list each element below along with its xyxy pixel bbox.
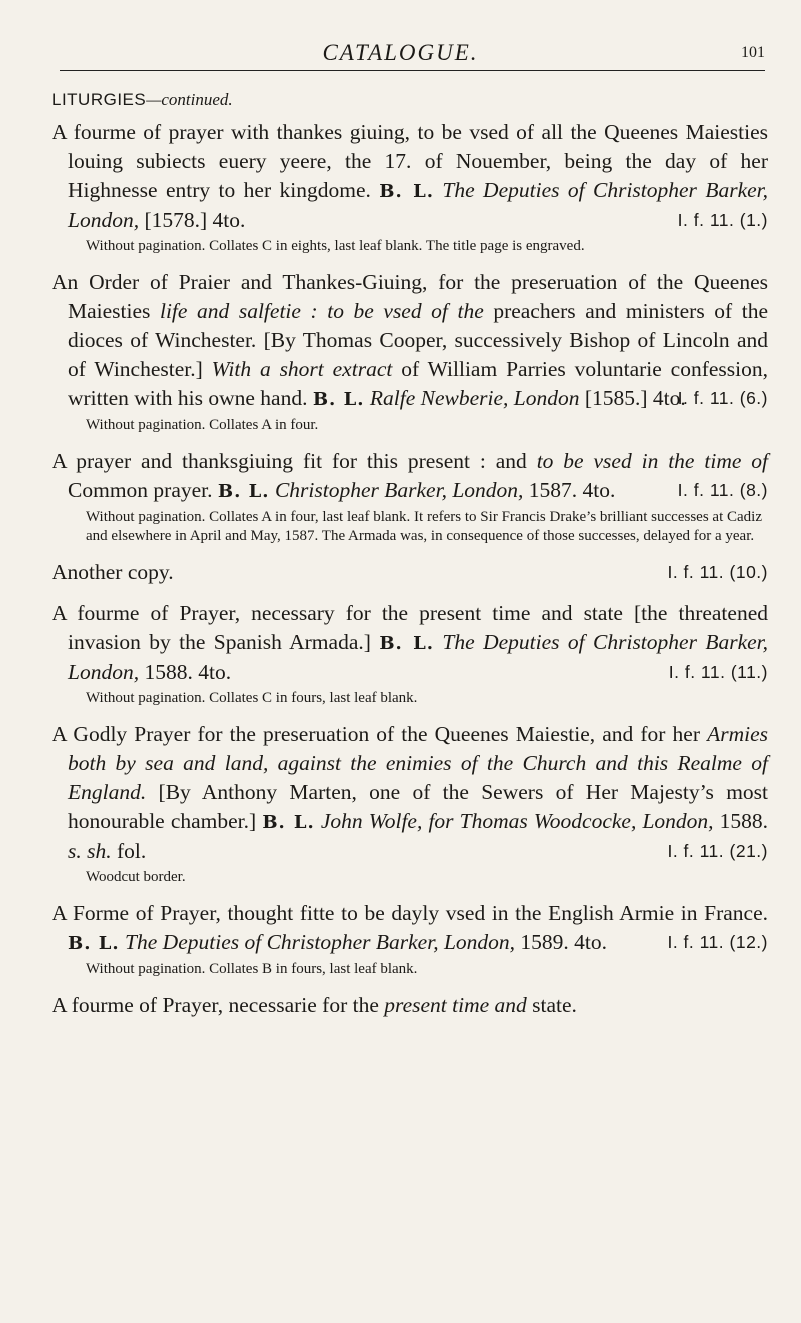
entry-title: A fourme of Prayer, necessarie for the xyxy=(52,993,379,1017)
catalogue-entry xyxy=(52,720,768,887)
entry-imprint: The Deputies of Christopher Barker, London, xyxy=(125,930,516,954)
entry-imprint-date: [1585.] 4to. xyxy=(584,386,686,410)
entry-title: A Forme of Prayer, thought fitte to be dayly vsed in the English Armie in France. xyxy=(52,901,768,925)
entry-title-italic: present time and xyxy=(384,993,527,1017)
catalogue-entry xyxy=(52,558,768,587)
catalogue-entry xyxy=(52,991,768,1020)
entry-title-cont: preachers and ministers of the dioces of Winchester. [By Thomas Cooper, successively Bishop of Lincoln and of Winchester.] xyxy=(68,299,769,381)
entry-body xyxy=(52,599,768,687)
blackletter-mark: B. L. xyxy=(312,389,365,410)
blackletter-mark: B. L. xyxy=(217,481,270,502)
running-title: CATALOGUE. xyxy=(322,40,479,65)
section-continued: —continued. xyxy=(146,90,233,109)
entry-body xyxy=(52,558,768,587)
entry-imprint: John Wolfe, for Thomas Woodcocke, London, xyxy=(320,809,714,833)
shelfmark: I. f. 11. (1.) xyxy=(677,210,768,230)
entry-title-cont: Common prayer. xyxy=(68,478,213,502)
shelfmark: I. f. 11. (6.) xyxy=(677,388,768,408)
entry-note: Without pagination. Collates C in eights, last leaf blank. The title page is engraved. xyxy=(86,238,585,254)
entry-title-cont: [By Anthony Marten, one of the Sewers of Her Majesty’s most honourable chamber.] xyxy=(68,780,769,833)
entry-title: A prayer and thanksgiuing fit for this present : and xyxy=(52,449,527,473)
header-rule xyxy=(60,70,765,71)
entry-title-italic: to be vsed in the time of xyxy=(536,449,769,473)
entry-title: A fourme of Prayer, necessary for the present time and state [the threatened invasion by the Spanish Armada.] xyxy=(52,601,768,654)
entry-imprint-date: 1588. 4to. xyxy=(144,660,232,684)
entry-title-italic: Armies both by sea and land, against the enimies of the Church and this Realme of England. xyxy=(68,722,769,804)
entry-note: Without pagination. Collates B in fours, last leaf blank. xyxy=(86,961,418,977)
shelfmark: I. f. 11. (10.) xyxy=(667,562,768,582)
entry-title: A fourme of prayer with thankes giuing, to be vsed of all the Queenes Maiesties louing subiects euery yeere, the 17. of Nouember, being the day of her Highnesse entry to her kingdome. xyxy=(52,120,768,202)
catalogue-entry xyxy=(52,599,768,708)
entry-title-cont: state. xyxy=(532,993,577,1017)
entry-body xyxy=(52,268,768,414)
entry-format-italic: s. sh. xyxy=(68,839,112,863)
entry-imprint-date: [1578.] 4to. xyxy=(144,208,246,232)
blackletter-mark: B. L. xyxy=(68,933,120,954)
entry-note: Without pagination. Collates C in fours, last leaf blank. xyxy=(86,690,418,706)
blackletter-mark: B. L. xyxy=(262,812,315,833)
entry-imprint: Christopher Barker, London, xyxy=(274,478,524,502)
catalogue-entry xyxy=(52,268,768,435)
entry-format: fol. xyxy=(116,839,147,863)
shelfmark: I. f. 11. (8.) xyxy=(677,480,768,500)
catalogue-entry xyxy=(52,447,768,546)
entry-imprint-date: 1589. 4to. xyxy=(520,930,608,954)
entry-body xyxy=(52,720,768,866)
section-heading xyxy=(52,88,768,112)
blackletter-mark: B. L. xyxy=(379,633,435,654)
entry-title: Another copy. xyxy=(52,560,174,584)
entry-imprint: The Deputies of Christopher Barker, London, xyxy=(68,630,769,684)
catalogue-entry xyxy=(52,118,768,256)
entry-title: A Godly Prayer for the preseruation of the Queenes Maiestie, and for her xyxy=(52,722,700,746)
entry-note: Without pagination. Collates A in four. xyxy=(86,417,319,433)
entry-imprint: Ralfe Newberie, London xyxy=(369,386,580,410)
shelfmark: I. f. 11. (12.) xyxy=(667,932,768,952)
entry-body xyxy=(52,899,768,958)
catalogue-content xyxy=(52,88,768,1032)
blackletter-mark: B. L. xyxy=(379,181,434,202)
entry-body xyxy=(52,447,768,506)
shelfmark: I. f. 11. (21.) xyxy=(667,841,768,861)
entry-imprint-date: 1587. 4to. xyxy=(528,478,616,502)
running-head xyxy=(0,6,801,66)
entry-body xyxy=(52,118,768,235)
catalogue-entry xyxy=(52,899,768,979)
entry-body xyxy=(52,991,768,1020)
section-heading-text: LITURGIES xyxy=(52,90,147,109)
entry-imprint-date: 1588. xyxy=(719,809,769,833)
entry-title-cont: of William Parries voluntarie confession, written with his owne hand. xyxy=(68,357,769,410)
shelfmark: I. f. 11. (11.) xyxy=(668,662,768,682)
entry-note: Without pagination. Collates A in four, last leaf blank. It refers to Sir Francis Drake’s brilliant successes at Cadiz and elsewhere in April and May, 1587. The Armada was, in consequence of those successes, delayed for a year. xyxy=(86,509,762,544)
entry-title-italic: life and salfetie : to be vsed of the xyxy=(159,299,484,323)
entry-imprint: The Deputies of Christopher Barker, London, xyxy=(68,178,769,232)
entry-note: Woodcut border. xyxy=(86,869,186,885)
entry-title-italic: With a short extract xyxy=(211,357,393,381)
page-number: 101 xyxy=(741,44,765,61)
entry-title: An Order of Praier and Thankes-Giuing, for the preseruation of the Queenes Maiesties xyxy=(52,270,768,323)
